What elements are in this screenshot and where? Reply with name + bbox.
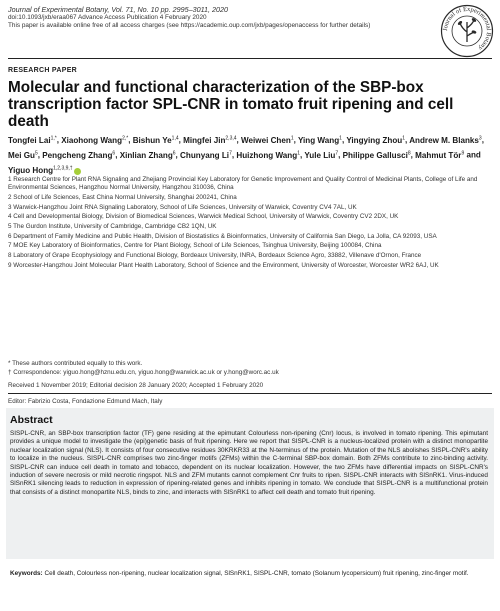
journal-citation: Journal of Experimental Botany, Vol. 71, No. 10 pp. 2995–3011, 2020	[8, 5, 229, 14]
abstract-text: SISPL-CNR, an SBP-box transcription factor (TF) gene residing at the epimutant Colourless non-ripening (Cnr) locus, is involved in tomato ripening. This epimutant provides a unique model to investigate the (epi)genetic basis of fruit ripening. Here we report that SISPL-CNR is a nucleus-localized protein with a distinct monopartite nuclear localization signal (NLS). It consists of four consecutive residues 30KRKR33 at the N-terminus of the protein. Mutation of the NLS abolishes SISPL-CNR's ability to localize in the nucleus. SISPL-CNR comprises two zinc-finger motifs (ZFMs) within the C-terminal SBP-box domain. Both ZFMs contribute to zinc-binding activity. SISPL-CNR can induce cell death in tomato and tobacco, dependent on its nuclear localization. However, the two ZFMs have differential impacts on SISPL-CNR's induction of severe necrosis or mild necrotic ringspot. NLS and ZFM mutants cannot complement Cnr fruits to ripen. SISPL-CNR interacts with SlSnRK1. Virus-induced SlSnRK1 silencing leads to reduction in expression of ripening-related genes and inhibits ripening in tomato. We conclude that SISPL-CNR is a multifunctional protein that consists of a distinct monopartite NLS, binds to zinc, and interacts with SlSnRK1 to affect cell death and tomato fruit ripening.	[10, 430, 488, 496]
author-affiliation-mark: 1,*	[50, 135, 57, 141]
author-name-text: Philippe Gallusci	[342, 150, 408, 160]
author-name-text: Yingying Zhou	[346, 135, 403, 145]
affiliation-item: 7 MOE Key Laboratory of Bioinformatics, Centre for Plant Biology, School of Life Sciences, Tsinghua University, Beijing 100084, China	[8, 242, 382, 250]
author-affiliation-mark: 2,*	[122, 135, 129, 141]
author-affiliation-mark: 1,2,3,9,†	[53, 165, 73, 172]
journal-header	[8, 6, 428, 31]
author-name-text: Weiwei Chen	[241, 135, 291, 145]
author-affiliation-mark: 1,4	[171, 135, 179, 141]
author-name[interactable]	[8, 151, 38, 160]
abstract-heading: Abstract	[10, 414, 53, 426]
author-name-text: Xinlian Zhang	[119, 150, 173, 160]
dates-rule	[8, 393, 492, 394]
keywords-text: Cell death, Colourless non-ripening, nuclear localization signal, SlSnRK1, SISPL-CNR, tomato (Solanum lycopersicum) fruit ripening, zinc-finger motif.	[44, 570, 469, 577]
affiliations	[8, 176, 492, 271]
author-name-text: Yiguo Hong	[8, 166, 54, 176]
author-affiliation-mark: 8	[407, 150, 411, 157]
journal-seal-logo	[440, 4, 494, 58]
correspondence-note[interactable]: † Correspondence: yiguo.hong@hznu.edu.cn, yiguo.hong@warwick.ac.uk or y.hong@worc.ac.uk	[8, 369, 279, 377]
author-name[interactable]	[346, 136, 405, 145]
keywords	[10, 570, 488, 579]
author-affiliation-mark: 2,3,4	[225, 135, 237, 141]
author-name-text: Xiaohong Wang	[61, 135, 123, 145]
affiliation-item: 6 Department of Family Medicine and Public Health, Division of Biostatistics & Bioinformatics, University of California San Diego, La Jolla, CA 92093, USA	[8, 232, 437, 240]
author-name[interactable]	[183, 136, 236, 145]
affiliation-item: 2 School of Life Sciences, East China Normal University, Shanghai 200241, China	[8, 193, 237, 201]
author-name[interactable]	[180, 151, 232, 160]
author-name[interactable]	[415, 151, 464, 160]
affiliation-item: 3 Warwick-Hangzhou Joint RNA Signaling Laboratory, School of Life Sciences, University of Warwick, Coventry CV4 7AL, UK	[8, 203, 357, 211]
author-name-text: Mahmut Tör	[415, 150, 462, 160]
author-affiliation-mark: 1	[339, 135, 342, 141]
affiliation-item: 4 Cell and Developmental Biology, Division of Biomedical Sciences, Warwick Medical School, University of Warwick, Coventry CV2 2DX, UK	[8, 213, 399, 221]
affiliation-item: 8 Laboratory of Grape Ecophysiology and Functional Biology, Bordeaux University, INRA, Bordeaux Science Agro, 33882, Villenave d'Ornon, France	[8, 252, 422, 260]
author-name[interactable]	[298, 136, 342, 145]
received-dates: Received 1 November 2019; Editorial decision 28 January 2020; Accepted 1 February 2020	[8, 382, 264, 389]
affiliation-item: 9 Worcester-Hangzhou Joint Molecular Plant Health Laboratory, School of Science and the Environment, University of Worcester, Worcester WR2 6AJ, UK	[8, 261, 439, 269]
author-affiliation-mark: 7	[229, 150, 232, 157]
author-name[interactable]	[8, 136, 57, 145]
orcid-icon[interactable]	[74, 168, 81, 175]
author-name[interactable]	[241, 136, 294, 145]
doi-line[interactable]: doi:10.1093/jxb/eraa067 Advance Access Publication 4 February 2020	[8, 14, 207, 22]
author-affiliation-mark: 1	[402, 135, 405, 141]
author-affiliation-mark: 6	[112, 150, 116, 157]
author-affiliation-mark: 3	[478, 135, 482, 141]
author-name-text: Yule Liu	[304, 150, 336, 160]
affiliation-item: 1 Research Centre for Plant RNA Signaling and Zhejiang Provincial Key Laboratory for Genetic Improvement and Quality Control of Medicinal Plants, College of Life and Environmental Sciences, Hangzhou Normal University, Hangzhou 310036, China	[8, 176, 478, 192]
author-name-text: Mingfei Jin	[183, 135, 226, 145]
editor-line: Editor: Fabrizio Costa, Fondazione Edmund Mach, Italy	[8, 398, 163, 405]
author-name[interactable]	[304, 151, 338, 160]
author-name[interactable]	[8, 166, 81, 175]
author-name[interactable]	[61, 136, 128, 145]
author-name-text: Bishun Ye	[132, 135, 172, 145]
author-affiliation-mark: 1	[290, 135, 294, 141]
paper-title: Molecular and functional characterization of the SBP-box transcription factor SPL-CNR in tomato fruit ripening and cell death	[8, 79, 454, 130]
author-name-text: Mei Gu	[8, 150, 35, 160]
author-affiliation-mark: 9	[461, 150, 465, 157]
author-name[interactable]	[409, 136, 482, 145]
author-name[interactable]	[42, 151, 115, 160]
author-name-text: Andrew M. Blanks	[409, 135, 479, 145]
author-affiliation-mark: 7	[335, 150, 339, 157]
svg-text:Journal of Experimental Botany: Journal of Experimental Botany	[441, 5, 493, 52]
author-affiliation-mark: 5	[34, 150, 38, 157]
author-name-text: Chunyang Li	[180, 150, 230, 160]
author-notes	[8, 360, 492, 379]
author-name[interactable]	[133, 136, 179, 145]
author-name-text: Pengcheng Zhang	[42, 150, 113, 160]
author-name[interactable]	[343, 151, 411, 160]
article-type-label: RESEARCH PAPER	[8, 67, 78, 74]
author-name-text: Huizhong Wang	[236, 150, 298, 160]
equal-contribution-note: * These authors contributed equally to this work.	[8, 360, 143, 367]
keywords-label: Keywords:	[10, 570, 43, 577]
author-name-text: Ying Wang	[297, 135, 340, 145]
author-name-text: Tongfei Lai	[8, 135, 51, 145]
author-affiliation-mark: 1	[297, 150, 300, 157]
author-name[interactable]	[120, 151, 176, 160]
author-affiliation-mark: 6	[172, 150, 176, 157]
header-rule	[8, 58, 492, 59]
author-list: Tongfei Lai$^{1,*}$, Xiaohong Wang$^{2,*}$, Bishun Ye$^{1,4}$, Mingfei Jin$^{2,3,4}$, Weiwei Chen$^1$, Ying Wang$^1$, Yingying Zhou$^1$, Andrew M. Blanks$^3$, Mei Gu$^5$, Pengcheng Zhang$^6$, Xinlian Zhang$^6$, Chunyang Li$^7$, Huizhong Wang$^1$, Yule Liu$^7$, Philippe Gallusci$^8$, Mahmut Tör$^9$ and Yiguo Hong$^{1,2,3,9,\dagger}$	[8, 135, 484, 176]
affiliation-item: 5 The Gurdon Institute, University of Cambridge, Cambridge CB2 1QN, UK	[8, 223, 217, 231]
open-access-note[interactable]: This paper is available online free of all access charges (see https://academic.oup.com/jxb/pages/openaccess for further details)	[8, 22, 371, 30]
author-name[interactable]	[236, 151, 300, 160]
